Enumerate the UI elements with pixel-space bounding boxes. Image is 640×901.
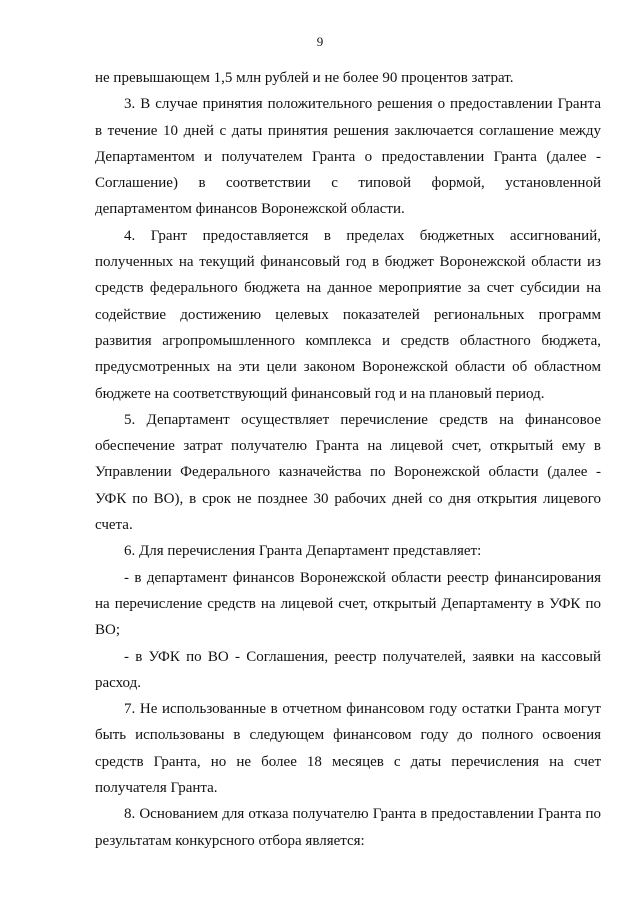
paragraph-continuation: не превышающем 1,5 млн рублей и не более 90 процентов затрат. <box>95 70 514 86</box>
paragraph-item-6: 6. Для перечисления Гранта Департамент представляет: <box>124 543 482 560</box>
document-body <box>95 65 601 854</box>
paragraph-item-6-bullet-2: - в УФК по ВО - Соглашения, реестр получателей, заявки на кассовый расход. <box>95 648 601 691</box>
paragraph-item-5: 5. Департамент осуществляет перечисление средств на финансовое обеспечение затрат получателю Гранта на лицевой счет, открытый ему в Управлении Федерального казначейства по Воронежской области (далее - УФК по ВО), в срок не позднее 30 рабочих дней со дня открытия лицевого счета. <box>95 411 601 534</box>
paragraph-item-8: 8. Основанием для отказа получателю Гранта в предоставлении Гранта по результатам конкурсного отбора является: <box>95 806 601 849</box>
paragraph-item-7: 7. Не использованные в отчетном финансовом году остатки Гранта могут быть использованы в следующем финансовом году до полного освоения средств Гранта, но не более 18 месяцев с даты перечисления на счет получателя Гранта. <box>95 701 601 797</box>
page-number: 9 <box>316 34 324 49</box>
paragraph-item-3: 3. В случае принятия положительного решения о предоставлении Гранта в течение 10 дней с даты принятия решения заключается соглашение между Департаментом и получателем Гранта о предоставлении Гранта (далее - Соглашение) в соответствии с типовой формой, установленной департаментом финансов Воронежской области. <box>95 96 601 218</box>
paragraph-item-4: 4. Грант предоставляется в пределах бюджетных ассигнований, полученных на текущий финансовый год в бюджет Воронежской области из средств федерального бюджета на данное мероприятие за счет субсидии на содействие достижению целевых показателей региональных программ развития агропромышленного комплекса и средств областного бюджета, предусмотренных на эти цели законом Воронежской области об областном бюджете на соответствующий финансовый год и на плановый период. <box>95 227 601 402</box>
paragraph-item-6-bullet-1: - в департамент финансов Воронежской области реестр финансирования на перечисление средств на лицевой счет, открытый Департаменту в УФК по ВО; <box>95 569 601 639</box>
